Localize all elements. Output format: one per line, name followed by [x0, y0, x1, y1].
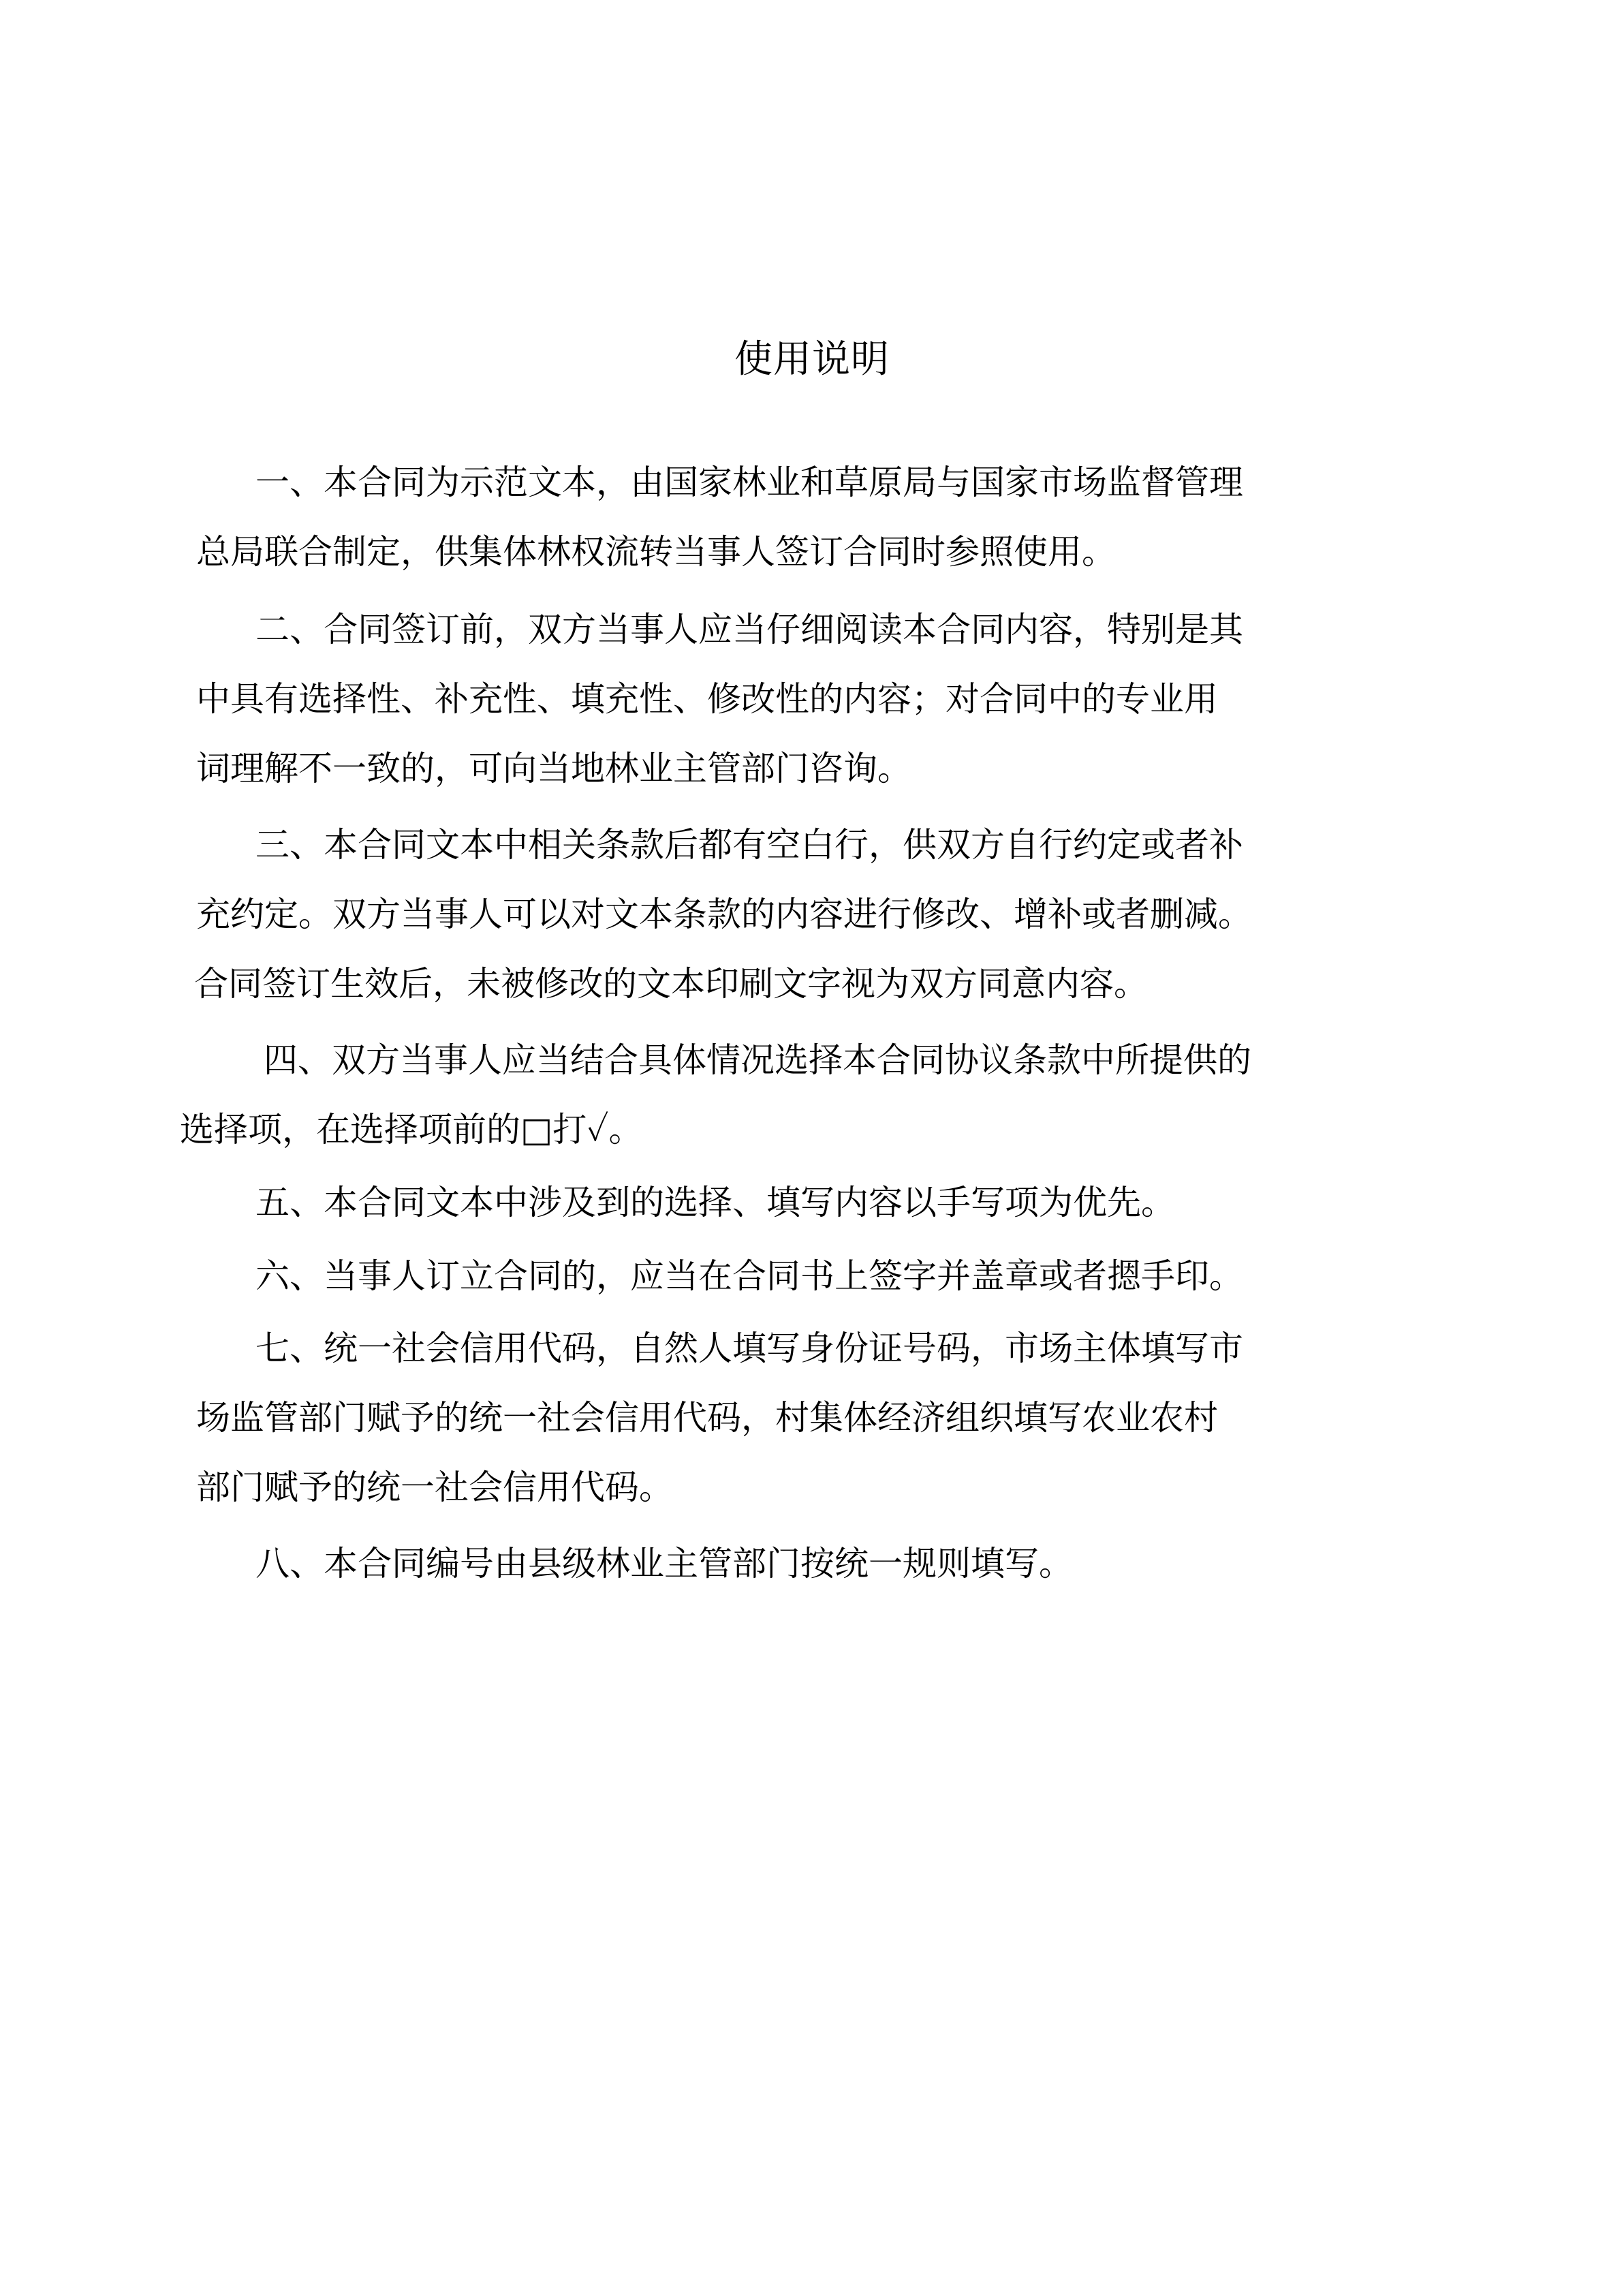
paragraph-line: 总局联合制定，供集体林权流转当事人签订合同时参照使用。: [196, 532, 1116, 572]
paragraph-line: 词理解不一致的，可向当地林业主管部门咨询。: [196, 749, 911, 788]
paragraph-line: 四、双方当事人应当结合具体情况选择本合同协议条款中所提供的: [264, 1040, 1251, 1080]
paragraph-line: 场监管部门赋予的统一社会信用代码，村集体经济组织填写农业农村: [196, 1398, 1218, 1438]
paragraph-line: 五、本合同文本中涉及到的选择、填写内容以手写项为优先。: [255, 1183, 1175, 1222]
page-title: 使用说明: [734, 337, 890, 382]
paragraph-1: [196, 448, 1243, 587]
paragraph-line: 三、本合同文本中相关条款后都有空白行，供双方自行约定或者补: [255, 825, 1243, 865]
paragraph-3: [194, 810, 1252, 1019]
paragraph-line: 一、本合同为示范文本，由国家林业和草原局与国家市场监督管理: [255, 463, 1243, 502]
paragraph-6: [255, 1241, 1243, 1311]
paragraph-line: 合同签订生效后，未被修改的文本印刷文字视为双方同意内容。: [194, 964, 1148, 1004]
paragraph-line: 中具有选择性、补充性、填充性、修改性的内容；对合同中的专业用: [196, 679, 1218, 719]
paragraph-7: [196, 1314, 1243, 1522]
paragraph-4: [180, 1025, 1251, 1164]
paragraph-8: [255, 1529, 1073, 1598]
paragraph-line: 八、本合同编号由县级林业主管部门按统一规则填写。: [255, 1544, 1073, 1583]
paragraph-line: 选择项，在选择项前的□打✓。: [180, 1110, 643, 1149]
paragraph-5: [255, 1168, 1175, 1237]
paragraph-line: 六、当事人订立合同的，应当在合同书上签字并盖章或者摁手印。: [255, 1256, 1243, 1296]
paragraph-line: 充约定。双方当事人可以对文本条款的内容进行修改、增补或者删减。: [196, 895, 1252, 934]
paragraph-line: 部门赋予的统一社会信用代码。: [196, 1468, 673, 1507]
paragraph-2: [196, 595, 1243, 803]
paragraph-line: 七、统一社会信用代码，自然人填写身份证号码，市场主体填写市: [255, 1329, 1243, 1368]
paragraph-line: 二、合同签订前，双方当事人应当仔细阅读本合同内容，特别是其: [255, 610, 1243, 649]
